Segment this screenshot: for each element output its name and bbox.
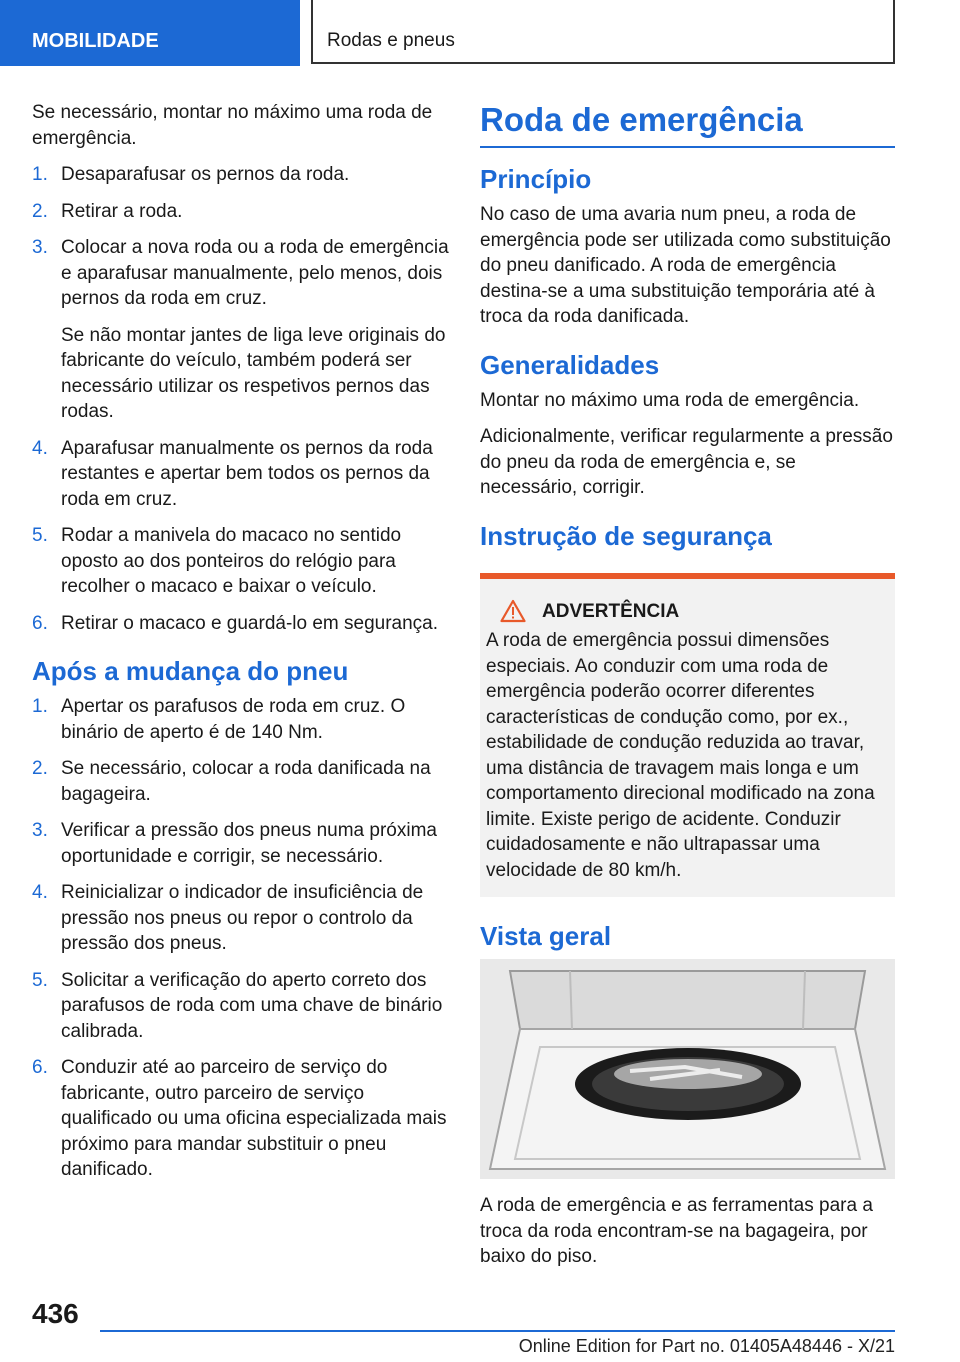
list-item xyxy=(32,694,450,745)
list-item xyxy=(32,611,450,637)
step-number: 3. xyxy=(32,820,48,841)
warning-triangle-icon xyxy=(500,599,526,623)
page-title: Roda de emergência xyxy=(480,100,895,148)
step-text: Reinicializar o indicador de insuficiência de pressão nos pneus ou repor o controlo da pressão dos pneus. xyxy=(61,882,424,954)
step-number: 4. xyxy=(32,437,48,459)
general-text-2: Adicionalmente, verificar regularmente a pressão do pneu da roda de emergência e, se necessário, corrigir. xyxy=(480,426,893,498)
step-text: Retirar a roda. xyxy=(61,200,183,222)
step-text: Rodar a manivela do macaco no sentido oposto ao dos ponteiros do relógio para recolher o macaco e baixar o veículo. xyxy=(61,525,402,597)
step-number: 2. xyxy=(32,200,48,222)
step-text: Colocar a nova roda ou a roda de emergência e aparafusar manualmente, pelo menos, dois pernos da roda em cruz. xyxy=(61,237,449,309)
principle-text: No caso de uma avaria num pneu, a roda de emergência pode ser utilizada como substituição do pneu danificado. A roda de emergência destina-se a uma substituição temporária até à troca da roda danificada. xyxy=(480,204,891,327)
step-text: Se necessário, colocar a roda danificada na bagageira. xyxy=(61,758,431,805)
warning-box xyxy=(480,573,895,898)
step-text: Desaparafusar os pernos da roda. xyxy=(61,164,350,185)
general-text-1: Montar no máximo uma roda de emergência. xyxy=(480,389,860,411)
left-column xyxy=(32,100,450,1194)
step-number: 4. xyxy=(32,882,48,903)
list-item xyxy=(32,1055,450,1183)
step-text: Apertar os parafusos de roda em cruz. O binário de aperto é de 140 Nm. xyxy=(61,696,406,743)
page-number: 436 xyxy=(32,1298,79,1329)
step-number: 3. xyxy=(32,237,48,258)
step-note: Se não montar jantes de liga leve originais do fabricante do veículo, também poderá ser necessário utilizar os respetivos pernos das rodas. xyxy=(61,324,446,422)
after-change-heading: Após a mudança do pneu xyxy=(32,656,349,686)
list-item xyxy=(32,199,450,225)
warning-header xyxy=(486,599,887,625)
intro-text: Se necessário, montar no máximo uma roda de emergência. xyxy=(32,102,433,149)
warning-title: ADVERTÊNCIA xyxy=(542,600,680,622)
list-item xyxy=(32,756,450,807)
principle-heading: Princípio xyxy=(480,164,592,194)
after-step-list xyxy=(32,694,450,1183)
warning-text: A roda de emergência possui dimensões especiais. Ao conduzir com uma roda de emergência poderão ocorrer diferentes características de condução como, por ex., estabilidade de condução reduzida ao travar, uma distância de travagem mais longa e um comportamento direcional modificado na zona limite. Existe perigo de acidente. Conduzir cuidadosamente e não ultrapassar uma velocidade de 80 km/h. xyxy=(486,630,875,881)
list-item xyxy=(32,968,450,1045)
step-text: Solicitar a verificação do aperto correto dos parafusos de roda com uma chave de binário calibrada. xyxy=(61,969,443,1042)
step-number: 1. xyxy=(32,164,48,185)
safety-heading: Instrução de segurança xyxy=(480,520,772,551)
step-list xyxy=(32,162,450,312)
step-number: 6. xyxy=(32,1057,48,1078)
step-number: 2. xyxy=(32,758,48,779)
list-item xyxy=(32,523,450,600)
step-number: 5. xyxy=(32,969,48,991)
step-text: Verificar a pressão dos pneus numa próxima oportunidade e corrigir, se necessário. xyxy=(61,820,437,867)
step-text: Aparafusar manualmente os pernos da roda restantes e apertar bem todos os pernos da roda em cruz. xyxy=(61,437,433,510)
page-header xyxy=(0,0,960,66)
list-item xyxy=(32,235,450,312)
list-item xyxy=(32,818,450,869)
list-item xyxy=(32,162,450,188)
list-item xyxy=(32,436,450,513)
step-number: 6. xyxy=(32,612,48,634)
step-list-continued xyxy=(32,436,450,637)
list-item xyxy=(32,880,450,957)
trunk-spare-wheel-image xyxy=(480,959,895,1179)
edition-note: Online Edition for Part no. 01405A48446 - X/21 xyxy=(518,1336,895,1356)
footer-divider xyxy=(100,1330,895,1332)
overview-heading: Vista geral xyxy=(480,921,612,951)
step-number: 5. xyxy=(32,525,48,546)
step-text: Retirar o macaco e guardá-lo em segurança. xyxy=(61,612,439,634)
image-caption: A roda de emergência e as ferramentas para a troca da roda encontram-se na bagageira, por baixo do piso. xyxy=(480,1195,873,1267)
right-column xyxy=(480,100,895,1281)
step-number: 1. xyxy=(32,696,48,717)
step-text: Conduzir até ao parceiro de serviço do fabricante, outro parceiro de serviço qualificado ou uma oficina especializada mais próximo para mandar substituir o pneu danificado. xyxy=(61,1057,447,1180)
chapter-tab: Rodas e pneus xyxy=(311,0,895,64)
section-tab: MOBILIDADE xyxy=(0,0,300,66)
general-heading: Generalidades xyxy=(480,349,660,380)
